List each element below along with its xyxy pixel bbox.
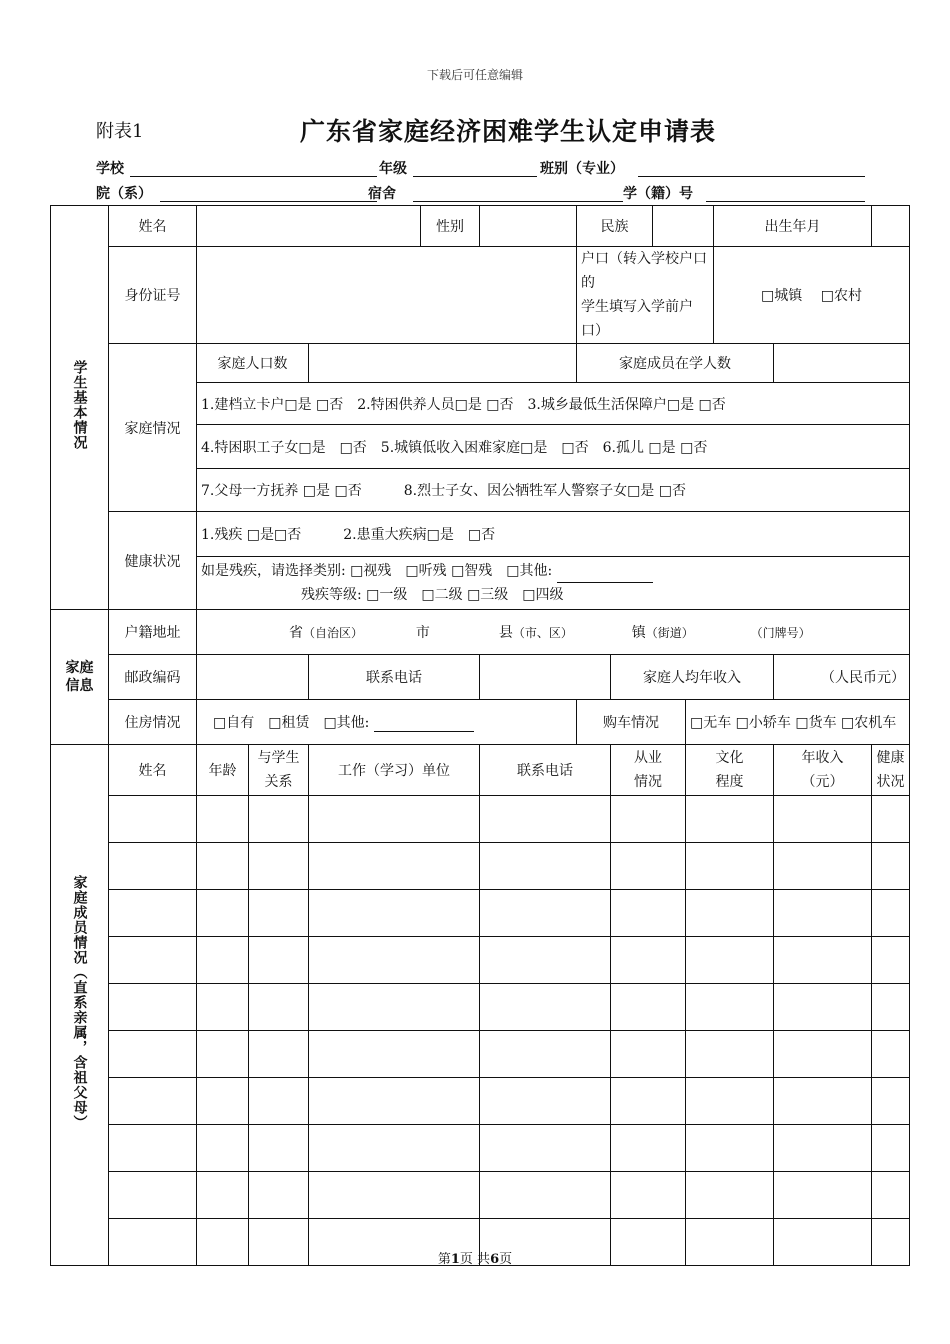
province-note: （自治区） [303,626,364,640]
member-income-cell[interactable] [774,984,872,1031]
member-education-cell[interactable] [686,1172,774,1219]
member-age-cell[interactable] [197,1078,249,1125]
col-income-line1: 年收入 [801,750,844,766]
member-health-cell[interactable] [872,1031,910,1078]
car-label: 购车情况 [577,700,686,745]
footer-total-pages: 6 [490,1252,500,1267]
footer-suffix: 页 [499,1252,513,1267]
member-name-cell[interactable] [109,937,197,984]
col-occupation [611,745,686,796]
member-work-unit-cell[interactable] [309,890,480,937]
county-label: 县 [498,625,513,641]
student-no-field[interactable] [706,183,865,202]
col-name: 姓名 [109,745,197,796]
member-name-cell[interactable] [109,1031,197,1078]
member-health-cell[interactable] [872,796,910,843]
id-no-label: 身份证号 [109,247,197,344]
currency-label: （人民币元） [821,670,905,686]
member-health-cell[interactable] [872,1125,910,1172]
member-income-cell[interactable] [774,937,872,984]
member-income-cell[interactable] [774,1172,872,1219]
member-age-cell[interactable] [197,1172,249,1219]
member-income-cell[interactable] [774,1031,872,1078]
disability-type[interactable]: 如是残疾，请选择类别: □视残 □听残 □智残 □其他: [201,563,553,579]
housing-options-text[interactable]: □自有 □租赁 □其他: [213,715,370,731]
health-row-1[interactable]: 1.残疾 □是□否 2.患重大疾病□是 □否 [197,512,910,557]
birth-field[interactable] [872,206,910,247]
member-age-cell[interactable] [197,890,249,937]
health-label: 健康状况 [109,512,197,610]
member-age-cell[interactable] [197,1031,249,1078]
table-row [51,796,910,843]
member-income-cell[interactable] [774,1125,872,1172]
per-capita-income-label: 家庭人均年收入 [611,655,774,700]
member-age-cell[interactable] [197,984,249,1031]
section-family-members-label: 家庭成员情况（直系亲属，含祖父母） [71,875,88,1130]
member-phone-cell[interactable] [480,890,611,937]
table-row [51,843,910,890]
member-name-cell[interactable] [109,1172,197,1219]
member-age-cell[interactable] [197,796,249,843]
col-age: 年龄 [197,745,249,796]
col-occupation-line1: 从业 [634,750,662,766]
col-occupation-line2: 情况 [634,774,662,790]
footer-mid: 页 共 [459,1252,491,1267]
member-education-cell[interactable] [686,1078,774,1125]
member-phone-cell[interactable] [480,796,611,843]
housing-label: 住房情况 [109,700,197,745]
town-label: 镇 [631,625,646,641]
class-major-field[interactable] [638,158,865,177]
section-family-info-label: 家庭信息 [65,660,94,694]
member-education-cell[interactable] [686,1031,774,1078]
gender-field[interactable] [480,206,577,247]
member-occupation-cell[interactable] [611,937,686,984]
member-name-cell[interactable] [109,796,197,843]
postcode-field[interactable] [197,655,309,700]
postcode-label: 邮政编码 [109,655,197,700]
col-phone: 联系电话 [480,745,611,796]
city-label: 市 [415,625,430,641]
id-no-field[interactable] [197,247,577,344]
situation-row-3[interactable]: 7.父母一方抚养 □是 □否 8.烈士子女、因公牺牲军人警察子女□是 □否 [197,469,910,512]
member-occupation-cell[interactable] [611,843,686,890]
member-work-unit-cell[interactable] [309,937,480,984]
col-income [774,745,872,796]
member-health-cell[interactable] [872,1078,910,1125]
department-field[interactable] [160,183,377,202]
header-note: 下载后可任意编辑 [426,68,523,82]
ethnicity-field[interactable] [653,206,714,247]
col-health [872,745,910,796]
family-size-field[interactable] [309,344,577,383]
section-family-members [51,745,109,1266]
member-phone-cell[interactable] [480,1172,611,1219]
housing-other-field[interactable] [374,717,474,732]
member-work-unit-cell[interactable] [309,984,480,1031]
name-label: 姓名 [109,206,197,247]
table-row [51,937,910,984]
member-relation-cell[interactable] [249,984,309,1031]
grade-label: 年级 [379,161,407,177]
member-income-cell[interactable] [774,1078,872,1125]
member-phone-cell[interactable] [480,1031,611,1078]
member-name-cell[interactable] [109,843,197,890]
member-income-cell[interactable] [774,890,872,937]
member-work-unit-cell[interactable] [309,1078,480,1125]
hukou-label-line2: 学生填写入学前户口） [581,299,693,339]
town-note: （街道） [645,626,694,640]
member-relation-cell[interactable] [249,1125,309,1172]
table-row [51,1172,910,1219]
footer-prefix: 第 [437,1252,451,1267]
member-age-cell[interactable] [197,1125,249,1172]
member-relation-cell[interactable] [249,890,309,937]
col-education [686,745,774,796]
member-education-cell[interactable] [686,1125,774,1172]
member-health-cell[interactable] [872,890,910,937]
section-family-info [51,610,109,745]
county-note: （市、区） [512,626,573,640]
situation-row-1[interactable]: 1.建档立卡户□是 □否 2.特困供养人员□是 □否 3.城乡最低生活保障户□是 □否 [197,383,910,425]
member-health-cell[interactable] [872,937,910,984]
disability-options[interactable] [197,557,910,610]
page-title: 广东省家庭经济困难学生认定申请表 [300,117,717,146]
hukou-label [577,247,714,344]
dorm-field[interactable] [413,183,623,202]
class-major-label: 班别（专业） [540,161,624,177]
col-relation [249,745,309,796]
table-row [51,984,910,1031]
member-income-cell[interactable] [774,796,872,843]
member-relation-cell[interactable] [249,1078,309,1125]
member-occupation-cell[interactable] [611,1172,686,1219]
member-work-unit-cell[interactable] [309,796,480,843]
member-relation-cell[interactable] [249,1031,309,1078]
col-relation-line1: 与学生 [257,750,300,766]
application-form-table [50,205,910,1266]
member-phone-cell[interactable] [480,984,611,1031]
phone-label: 联系电话 [309,655,480,700]
school-label: 学校 [96,161,124,177]
member-name-cell[interactable] [109,984,197,1031]
member-occupation-cell[interactable] [611,1031,686,1078]
member-name-cell[interactable] [109,1125,197,1172]
member-income-cell[interactable] [774,843,872,890]
member-name-cell[interactable] [109,890,197,937]
member-education-cell[interactable] [686,796,774,843]
col-health-line1: 健康 [876,750,905,766]
house-no-label: （门牌号） [750,626,811,640]
member-work-unit-cell[interactable] [309,1172,480,1219]
members-in-school-field[interactable] [774,344,910,383]
member-occupation-cell[interactable] [611,796,686,843]
disability-other-field[interactable] [557,568,653,583]
member-work-unit-cell[interactable] [309,1031,480,1078]
member-age-cell[interactable] [197,937,249,984]
member-health-cell[interactable] [872,1172,910,1219]
table-row [51,1125,910,1172]
page-footer [0,1248,950,1267]
member-education-cell[interactable] [686,984,774,1031]
member-phone-cell[interactable] [480,937,611,984]
member-work-unit-cell[interactable] [309,1125,480,1172]
col-relation-line2: 关系 [264,774,293,790]
members-in-school-label: 家庭成员在学人数 [577,344,774,383]
member-age-cell[interactable] [197,843,249,890]
member-phone-cell[interactable] [480,1078,611,1125]
member-work-unit-cell[interactable] [309,843,480,890]
col-income-line2: （元） [801,774,844,790]
table-row [51,890,910,937]
housing-options[interactable] [197,700,577,745]
member-relation-cell[interactable] [249,937,309,984]
member-health-cell[interactable] [872,843,910,890]
member-occupation-cell[interactable] [611,984,686,1031]
address-field[interactable] [197,610,910,655]
student-no-label: 学（籍）号 [623,186,693,202]
col-education-line1: 文化 [715,750,744,766]
member-occupation-cell[interactable] [611,1125,686,1172]
section-basic-info [51,206,109,610]
family-situation-label: 家庭情况 [109,344,197,512]
member-relation-cell[interactable] [249,1172,309,1219]
car-options[interactable]: □无车 □小轿车 □货车 □农机车 [686,700,910,745]
section-basic-label: 学生基本情况 [71,360,88,450]
gender-label: 性别 [421,206,480,247]
member-education-cell[interactable] [686,843,774,890]
col-work-unit: 工作（学习）单位 [309,745,480,796]
phone-field[interactable] [480,655,611,700]
member-education-cell[interactable] [686,937,774,984]
address-label: 户籍地址 [109,610,197,655]
attachment-label: 附表1 [96,121,144,142]
footer-page-number: 1 [450,1252,460,1267]
situation-row-2[interactable]: 4.特困职工子女□是 □否 5.城镇低收入困难家庭□是 □否 6.孤儿 □是 □否 [197,425,910,469]
table-row [51,1031,910,1078]
school-field[interactable] [130,158,377,177]
member-occupation-cell[interactable] [611,890,686,937]
table-row [51,1078,910,1125]
member-phone-cell[interactable] [480,1125,611,1172]
department-label: 院（系） [96,186,152,202]
per-capita-income-field[interactable] [774,655,910,700]
disability-level[interactable]: 残疾等级: □一级 □二级 □三级 □四级 [301,587,564,603]
member-name-cell[interactable] [109,1078,197,1125]
member-occupation-cell[interactable] [611,1078,686,1125]
col-health-line2: 状况 [876,774,905,790]
hukou-label-line1: 户口（转入学校户口的 [581,251,707,291]
province-label: 省 [289,625,303,641]
birth-label: 出生年月 [714,206,872,247]
grade-field[interactable] [413,158,537,177]
member-health-cell[interactable] [872,984,910,1031]
ethnicity-label: 民族 [577,206,653,247]
member-education-cell[interactable] [686,890,774,937]
name-field[interactable] [197,206,421,247]
member-phone-cell[interactable] [480,843,611,890]
family-size-label: 家庭人口数 [197,344,309,383]
member-relation-cell[interactable] [249,796,309,843]
member-relation-cell[interactable] [249,843,309,890]
col-education-line2: 程度 [715,774,744,790]
dorm-label: 宿舍 [368,186,396,202]
hukou-options[interactable]: □城镇 □农村 [714,247,910,344]
